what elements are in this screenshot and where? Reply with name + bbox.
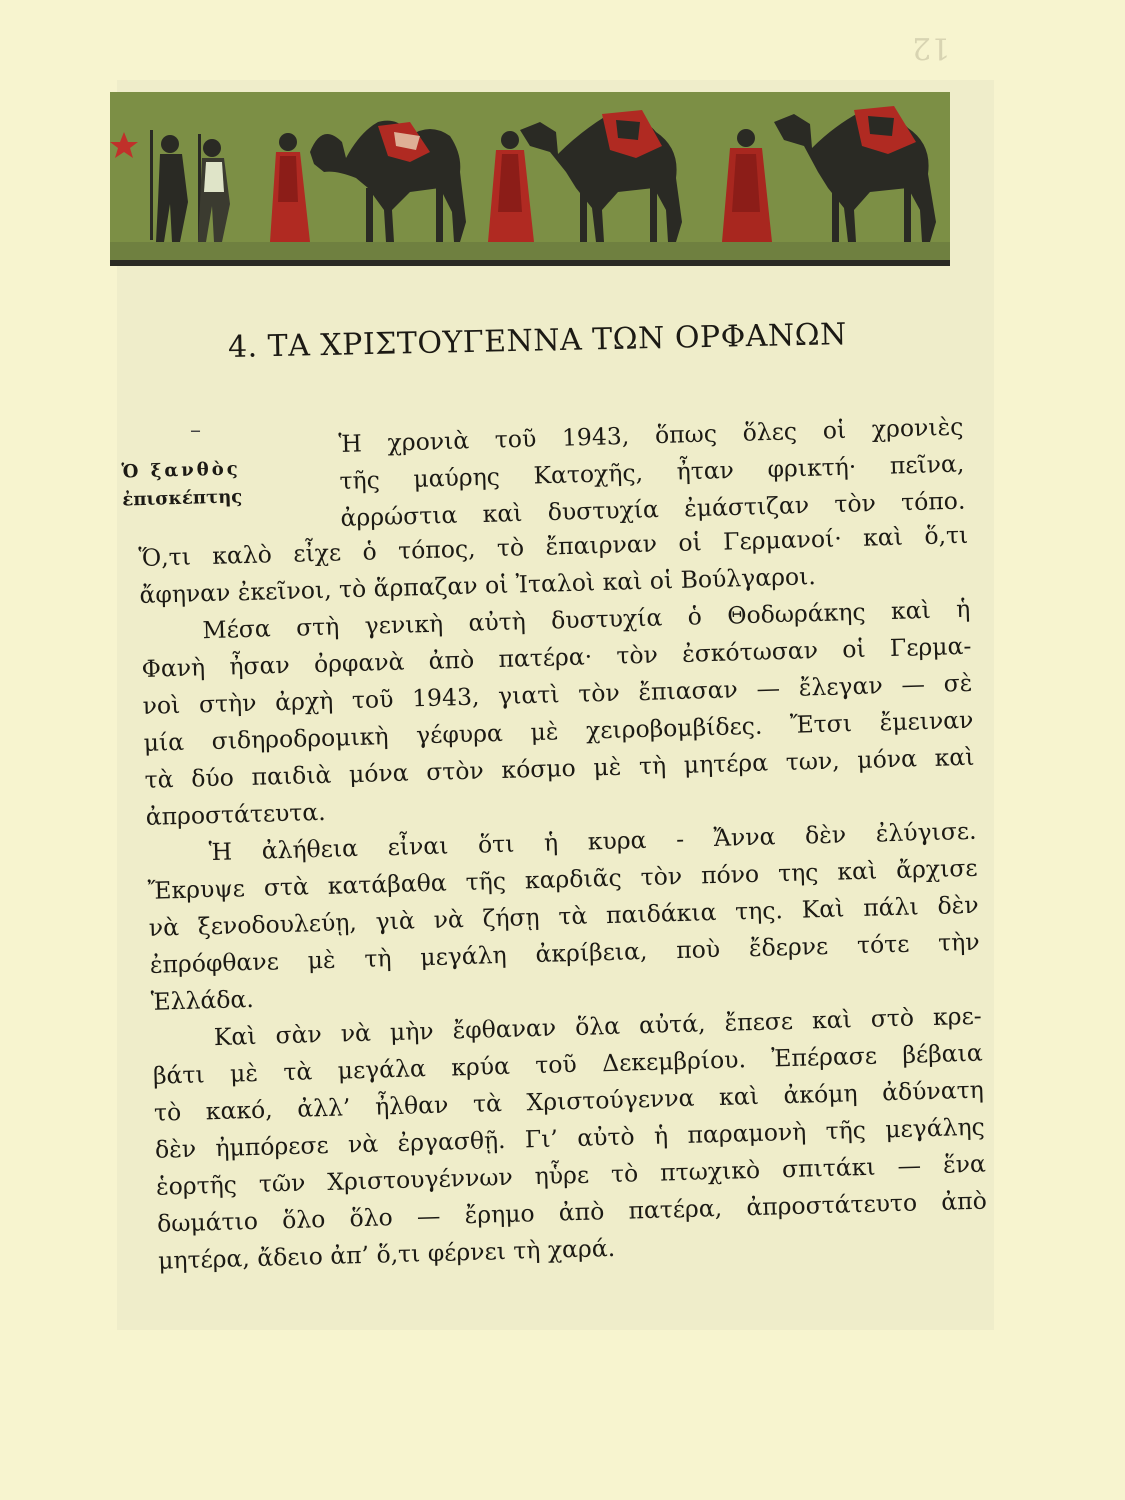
text-line: τὸ κακό, ἀλλ’ ἦλθαν τὰ Χριστούγεννα καὶ ἀκόμη ἀδύνατη <box>153 1075 985 1127</box>
text-line: ἑορτῆς τῶν Χριστουγέννων ηὗρε τὸ πτωχικὸ σπιτάκι — ἕνα <box>155 1149 987 1201</box>
margin-note-line-1: Ὁ ξανθὸς <box>121 458 241 483</box>
star-icon <box>110 132 138 158</box>
text-line: νοὶ στὴν ἀρχὴ τοῦ 1943, γιατὶ τὸν ἔπιασαν — ἔλεγαν — σὲ <box>142 668 973 720</box>
text-line: Μέσα στὴ γενικὴ αὐτὴ δυστυχία ὁ Θοδωράκης καὶ ἡ <box>202 594 971 645</box>
text-line: δωμάτιο ὅλο ὅλο — ἔρημο ἀπὸ πατέρα, ἀπροστάτευτο ἀπὸ <box>156 1186 988 1238</box>
text-line: μία σιδηροδρομικὴ γέφυρα μὲ χειροβομβίδες. Ἔτσι ἔμειναν <box>143 705 974 757</box>
text-line: ἐπρόφθανε μὲ τὴ μεγάλη ἀκρίβεια, ποὺ ἔδερνε τότε τὴν <box>149 927 980 979</box>
intro-line: Ἡ χρονιὰ τοῦ 1943, ὅπως ὅλες οἱ χρονιὲς <box>338 412 964 458</box>
text-line: μητέρα, ἄδειο ἀπ’ ὅ,τι φέρνει τὴ χαρά. <box>157 1233 616 1275</box>
shepherd-figures-icon <box>150 130 230 242</box>
wise-man-icon-2 <box>488 131 534 242</box>
text-line: βάτι μὲ τὰ μεγάλα κρύα τοῦ Δεκεμβρίου. Ἐπέρασε βέβαια <box>152 1038 984 1090</box>
wise-man-icon-3 <box>722 129 772 242</box>
text-line: Ἑλλάδα. <box>150 984 255 1016</box>
text-line: Καὶ σὰν νὰ μὴν ἔφθαναν ὅλα αὐτά, ἔπεσε καὶ στὸ κρε- <box>213 1001 983 1052</box>
text-line: ἀπροστάτευτα. <box>145 797 327 831</box>
text-line: Ἡ ἀλήθεια εἶναι ὅτι ἡ κυρα - Ἄννα δὲν ἐλύγισε. <box>208 816 977 867</box>
camel-caravan-banner <box>110 92 950 266</box>
intro-paragraph <box>338 409 966 537</box>
text-line: δὲν ἠμπόρεσε νὰ ἐργασθῇ. Γι’ αὐτὸ ἡ παραμονὴ τῆς μεγάλης <box>154 1112 986 1164</box>
wise-man-icon-1 <box>270 133 310 242</box>
intro-line: τῆς μαύρης Κατοχῆς, ἦταν φρικτή· πεῖνα, <box>339 449 965 495</box>
margin-note-line-2: ἐπισκέπτης <box>122 486 243 511</box>
text-line: Φανὴ ἦσαν ὀρφανὰ ἀπὸ πατέρα· τὸν ἐσκότωσαν οἱ Γερμα- <box>141 631 972 683</box>
text-line: Ἔκρυψε στὰ κατάβαθα τῆς καρδιᾶς τὸν πόνο της καὶ ἄρχισε <box>147 853 978 905</box>
text-line: τὰ δύο παιδιὰ μόνα στὸν κόσμο μὲ τὴ μητέρα των, μόνα καὶ <box>144 742 975 794</box>
camel-icon-2 <box>520 110 682 242</box>
camel-caravan-icon <box>110 92 950 260</box>
margin-dash: – <box>190 418 201 443</box>
intro-line: ἀρρώστια καὶ δυστυχία ἐμάστιζαν τὸν τόπο. <box>340 486 966 532</box>
text-line: Ὅ,τι καλὸ εἶχε ὁ τόπος, τὸ ἔπαιρναν οἱ Γερμανοί· καὶ ὅ,τι <box>138 520 969 572</box>
page-number: 12 <box>912 30 951 65</box>
camel-icon-3 <box>774 106 936 242</box>
camel-icon-1 <box>310 121 466 242</box>
margin-note <box>121 454 312 515</box>
text-line: νὰ ξενοδουλεύῃ, γιὰ νὰ ζήσῃ τὰ παιδάκια της. Καὶ πάλι δὲν <box>148 890 979 942</box>
body-text <box>138 517 988 1280</box>
text-line: ἄφηναν ἐκεῖνοι, τὸ ἅρπαζαν οἱ Ἰταλοὶ καὶ οἱ Βούλγαροι. <box>139 562 817 609</box>
chapter-title: 4. ΤΑ ΧΡΙΣΤΟΥΓΕΝΝΑ ΤΩΝ ΟΡΦΑΝΩΝ <box>227 317 848 365</box>
